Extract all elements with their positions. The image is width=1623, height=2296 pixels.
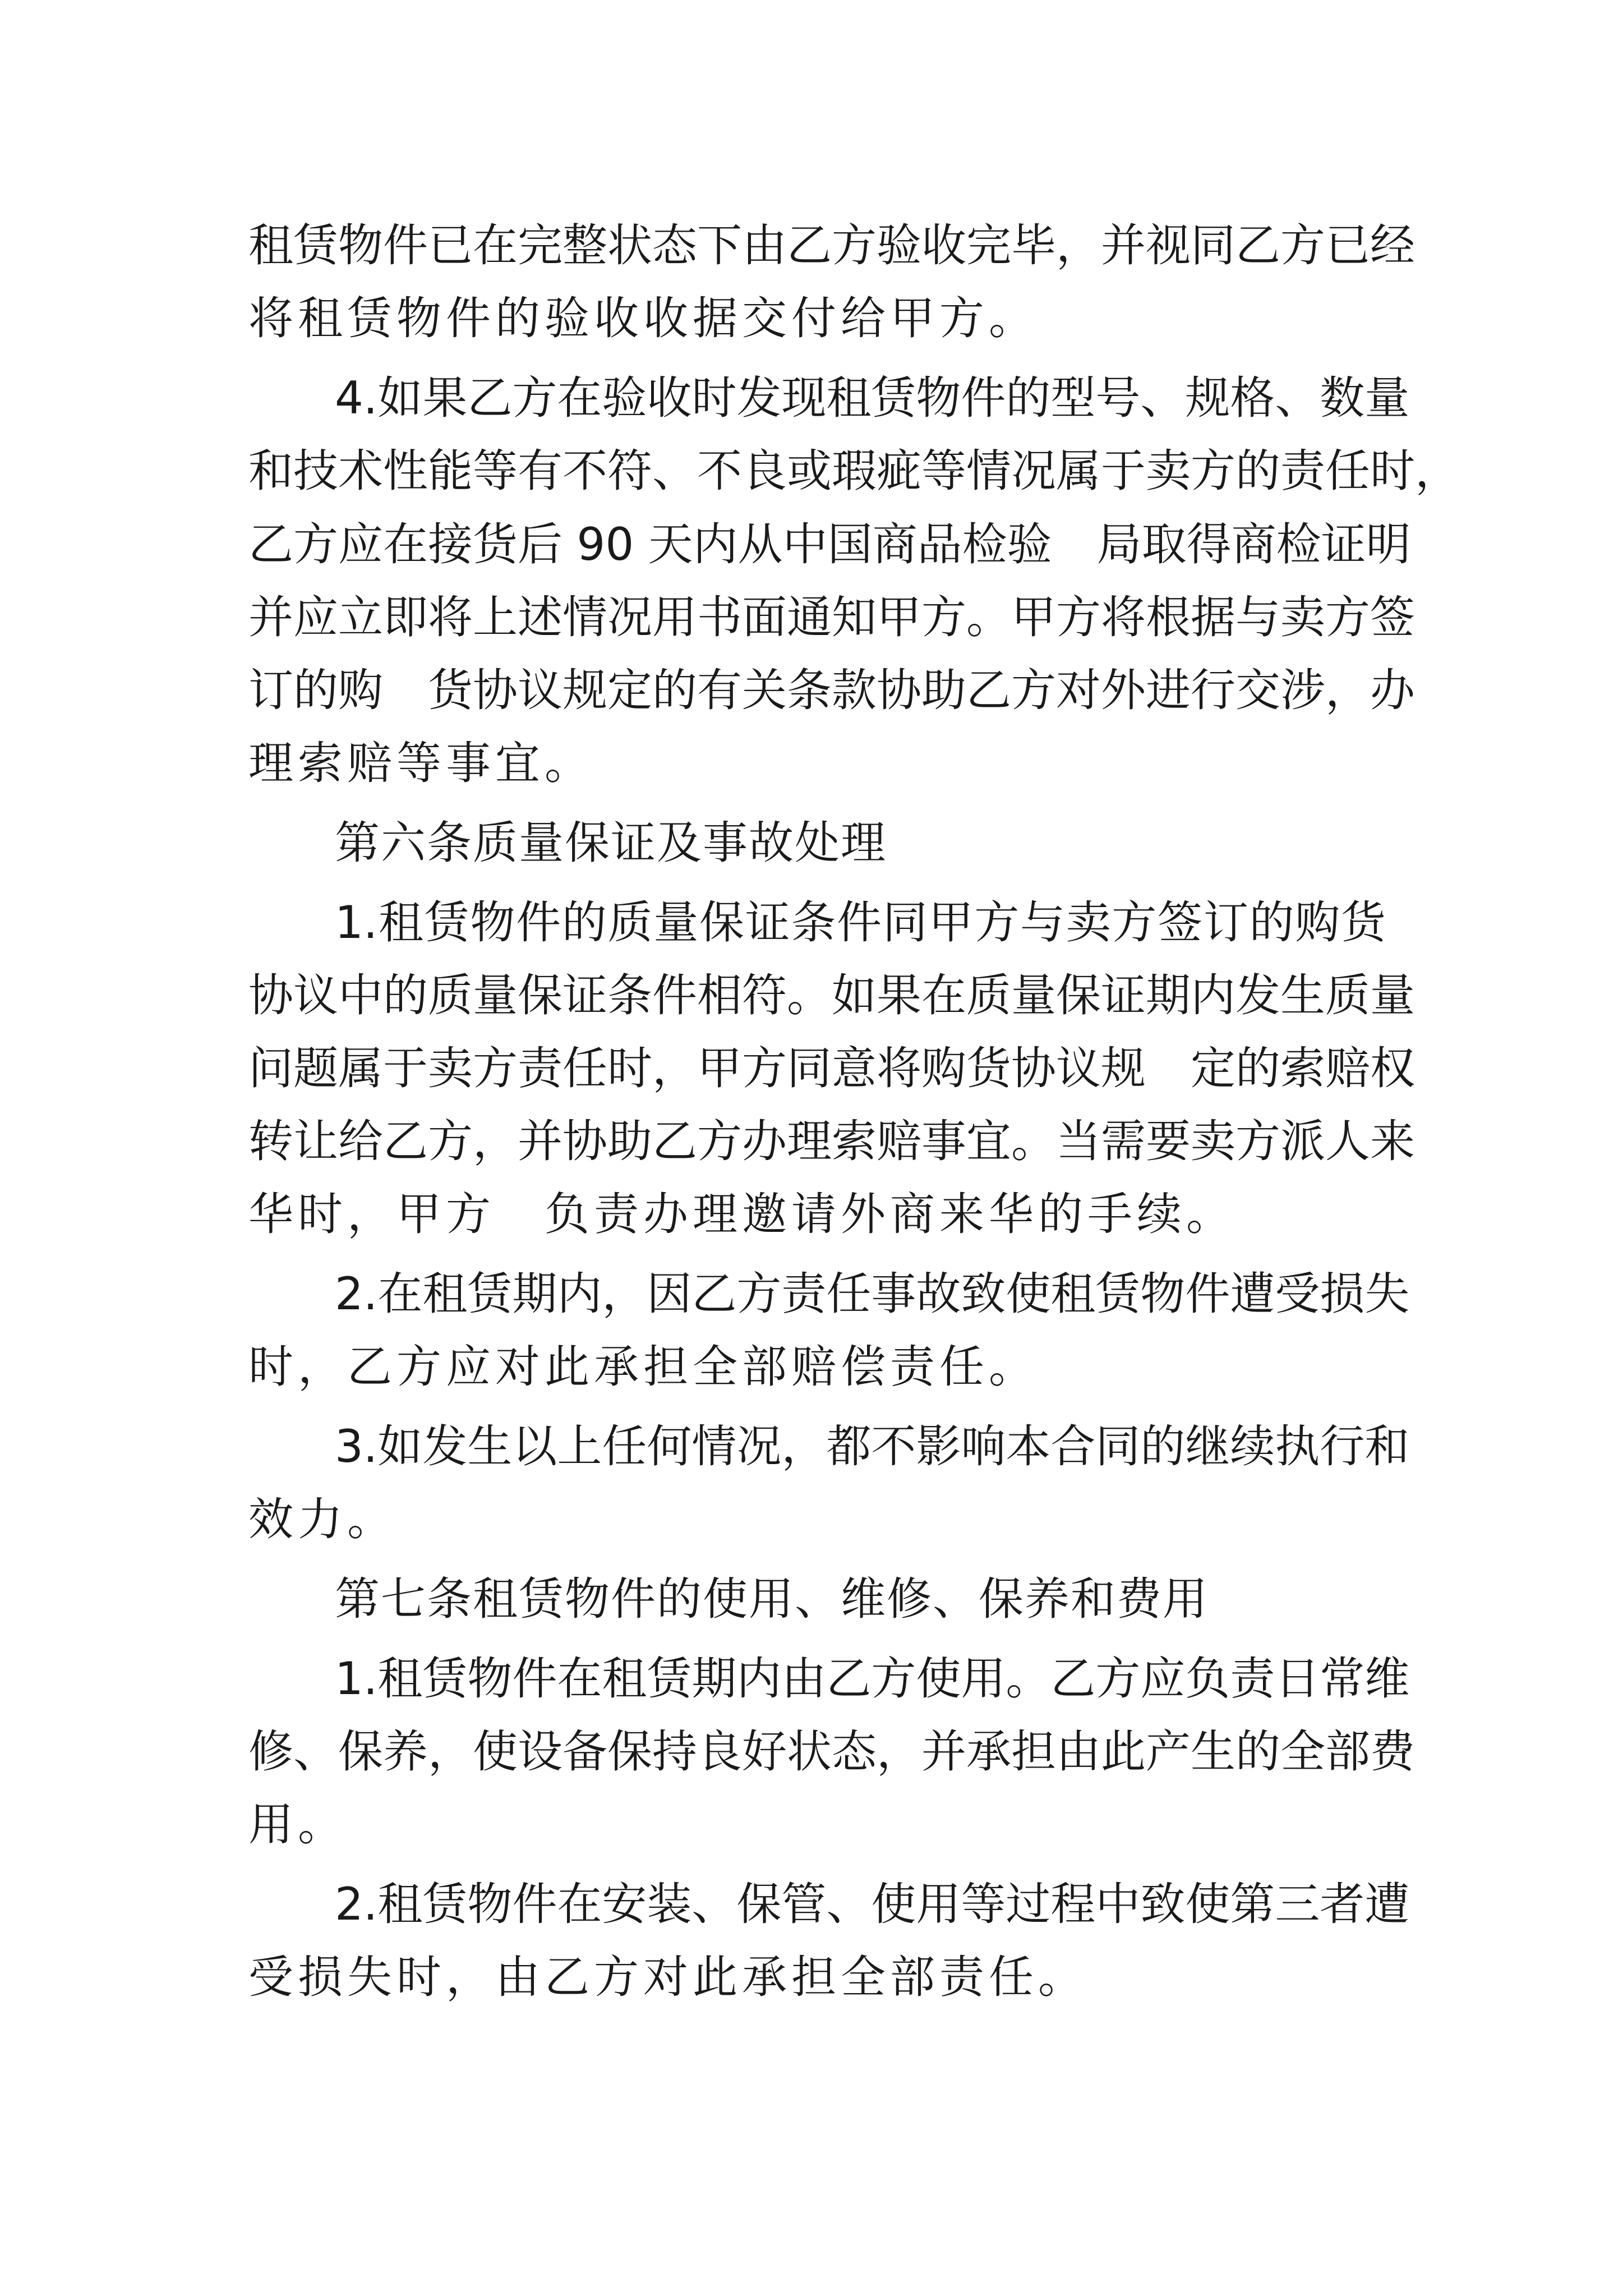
text-line: 并应立即将上述情况用书面通知甲方。甲方将根据与卖方签: [248, 591, 1415, 643]
text-line: 4.如果乙方在验收时发现租赁物件的型号、规格、数量: [335, 372, 1410, 424]
text-line: 受损失时，由乙方对此承担全部责任。: [248, 1951, 1087, 2003]
text-line: 2.在租赁期内，因乙方责任事故致使租赁物件遭受损失: [335, 1268, 1410, 1320]
text-line: 华时，甲方 负责办理邀请外商来华的手续。: [248, 1188, 1235, 1240]
text-line: 问题属于卖方责任时，甲方同意将购货协议规 定的索赔权: [248, 1042, 1415, 1094]
text-line: 租赁物件已在完整状态下由乙方验收完毕，并视同乙方已经: [248, 219, 1415, 272]
text-line: 效力。: [248, 1493, 396, 1545]
text-line: 和技术性能等有不符、不良或瑕疵等情况属于卖方的责任时，: [248, 445, 1460, 497]
section-heading: 第六条质量保证及事故处理: [335, 817, 887, 869]
text-line: 2.租赁物件在安装、保管、使用等过程中致使第三者遭: [335, 1878, 1410, 1930]
section-heading: 第七条租赁物件的使用、维修、保养和费用: [335, 1573, 1209, 1625]
text-line: 1.租赁物件的质量保证条件同甲方与卖方签订的购货: [335, 896, 1386, 949]
text-line: 时，乙方应对此承担全部赔偿责任。: [248, 1341, 1038, 1393]
text-line: 3.如发生以上任何情况，都不影响本合同的继续执行和: [335, 1420, 1410, 1473]
text-line: 转让给乙方，并协助乙方办理索赔事宜。当需要卖方派人来: [248, 1115, 1415, 1167]
text-line: 修、保养，使设备保持良好状态，并承担由此产生的全部费: [248, 1726, 1415, 1778]
text-line: 订的购 货协议规定的有关条款协助乙方对外进行交涉，办: [248, 664, 1415, 716]
text-line: 用。: [248, 1798, 347, 1851]
text-line: 协议中的质量保证条件相符。如果在质量保证期内发生质量: [248, 969, 1415, 1022]
text-line: 理索赔等事宜。: [248, 737, 594, 789]
text-line: 将租赁物件的验收收据交付给甲方。: [248, 292, 1038, 344]
text-line: 乙方应在接货后 90 天内从中国商品检验 局取得商检证明: [248, 518, 1411, 570]
text-line: 1.租赁物件在租赁期内由乙方使用。乙方应负责日常维: [335, 1653, 1410, 1705]
